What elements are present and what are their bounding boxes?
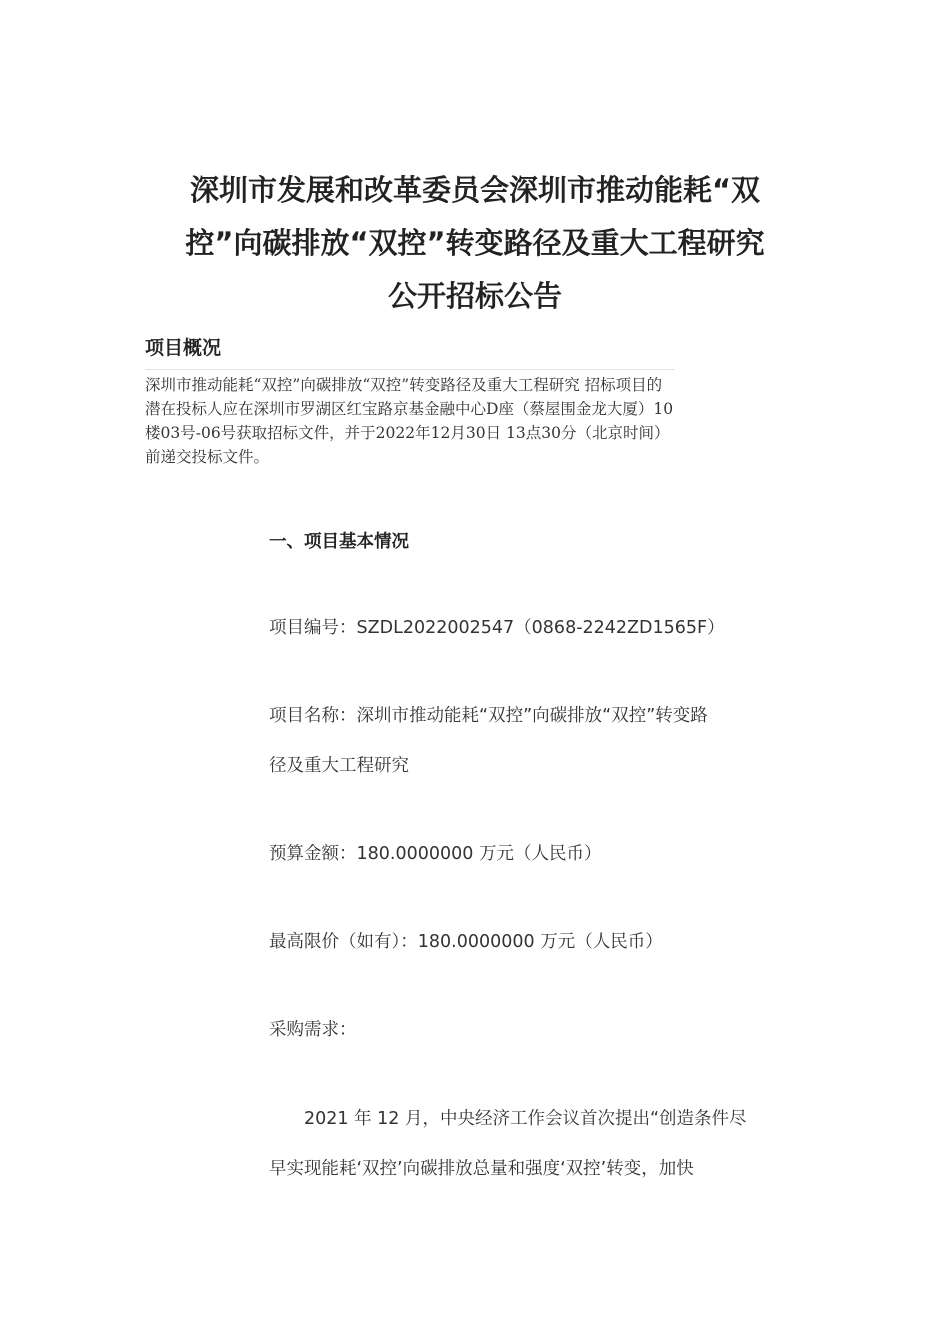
overview-body: 深圳市推动能耗“双控”向碳排放“双控”转变路径及重大工程研究 招标项目的潜在投标人应在深圳市罗湖区红宝路京基金融中心D座（蔡屋围金龙大厦）10楼03号-06号获取招标文件，并于2022年12月30日 13点30分（北京时间）前递交投标文件。	[145, 376, 674, 466]
requirements-text-line-2: 早实现能耗‘双控’向碳排放总量和强度‘双控’转变，加快	[269, 1159, 694, 1179]
project-number: 项目编号：SZDL2022002547（0868-2242ZD1565F）	[269, 618, 725, 638]
project-name-line-1: 项目名称：深圳市推动能耗“双控”向碳排放“双控”转变路	[269, 706, 708, 726]
title-line-2: 控”向碳排放“双控”转变路径及重大工程研究	[185, 226, 765, 260]
budget-amount: 预算金额：180.0000000 万元（人民币）	[269, 844, 602, 864]
title-line-3: 公开招标公告	[387, 279, 562, 313]
overview-heading: 项目概况	[145, 337, 222, 359]
requirements-label: 采购需求：	[269, 1020, 357, 1040]
requirements-text-line-1: 2021 年 12 月，中央经济工作会议首次提出“创造条件尽	[304, 1109, 747, 1129]
title-line-1: 深圳市发展和改革委员会深圳市推动能耗“双	[189, 173, 761, 207]
page-title	[145, 164, 805, 323]
project-name-line-2: 径及重大工程研究	[269, 756, 409, 776]
overview-divider	[145, 369, 675, 370]
section-heading-basic-info: 一、项目基本情况	[269, 532, 409, 552]
max-price: 最高限价（如有）：180.0000000 万元（人民币）	[269, 932, 663, 952]
